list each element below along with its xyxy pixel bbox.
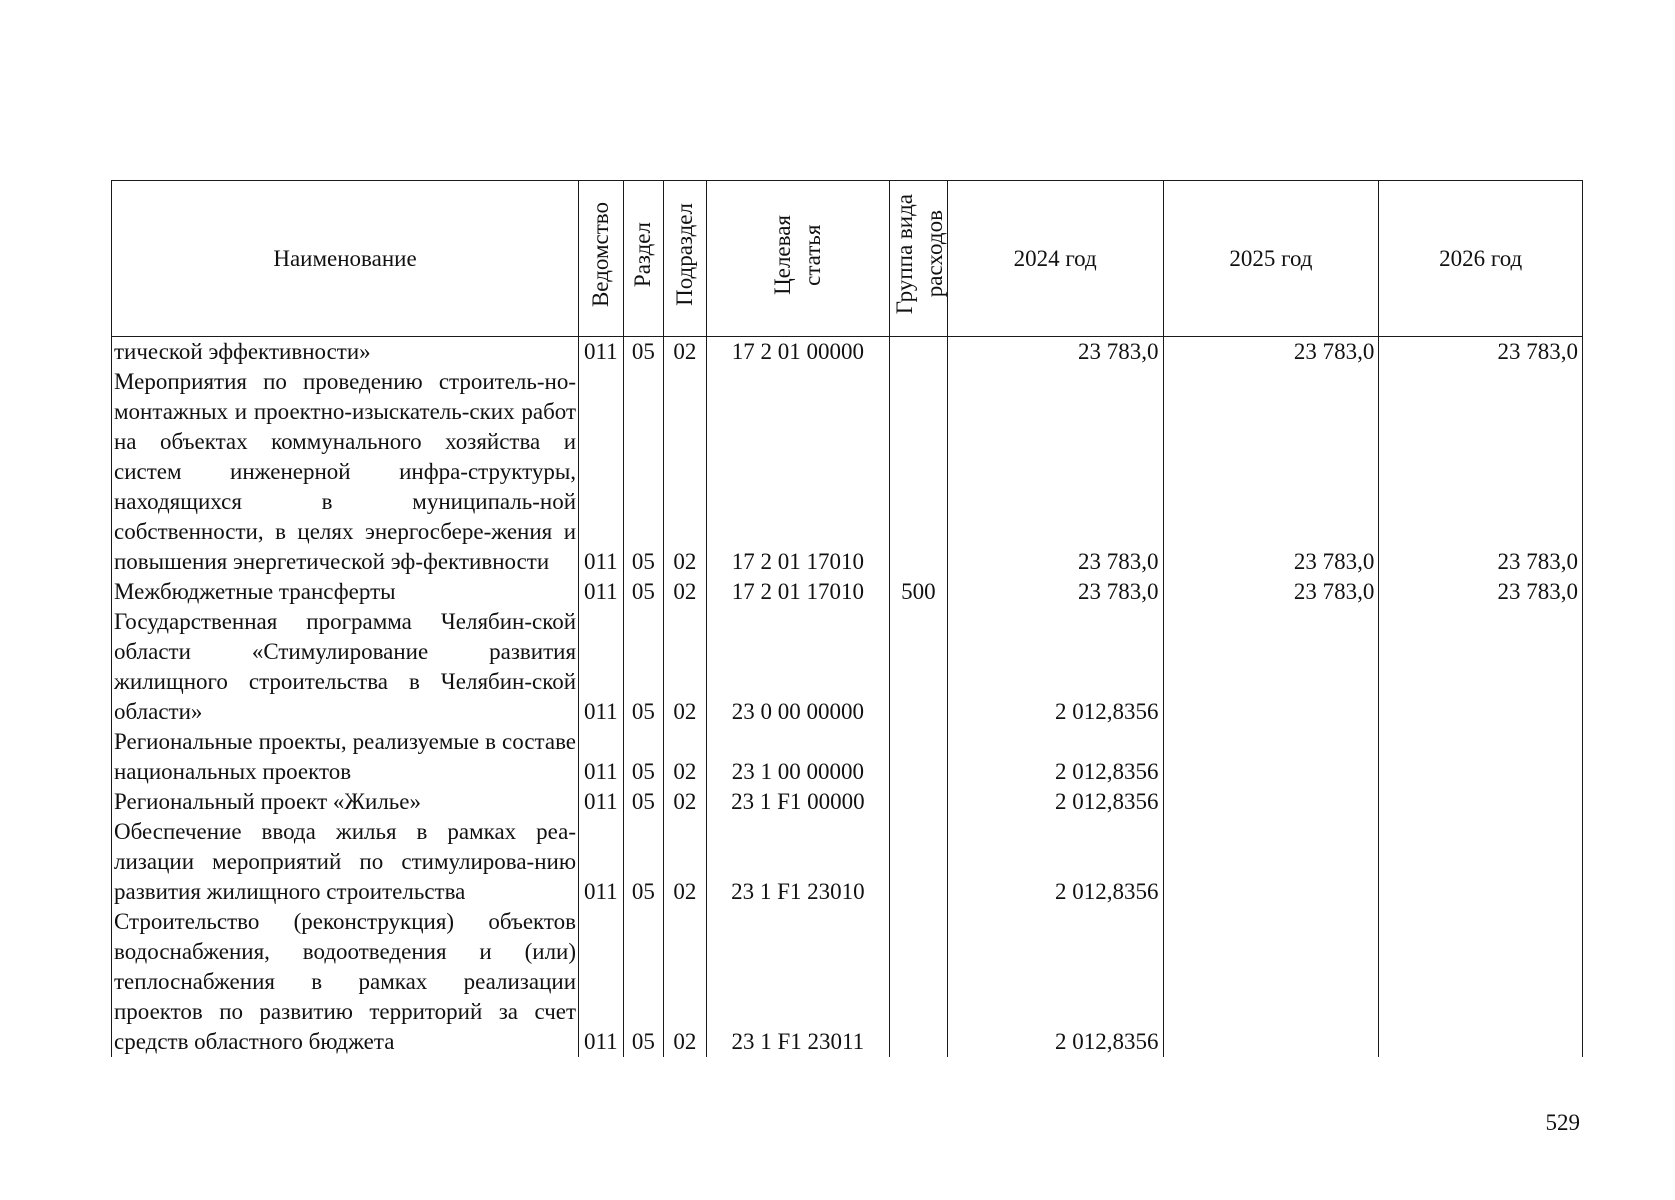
table-row (112, 727, 1583, 787)
header-celevaya-statya: Целевая статья (706, 181, 889, 337)
row-razdel: 05 (623, 787, 664, 817)
row-podrazdel: 02 (664, 607, 707, 727)
row-name: Региональный проект «Жилье» (112, 787, 579, 817)
row-celevaya-statya: 17 2 01 17010 (706, 577, 889, 607)
row-razdel: 05 (623, 607, 664, 727)
row-name: Региональные проекты, реализуемые в составе национальных проектов (112, 727, 579, 787)
row-vedomstvo: 011 (579, 367, 624, 577)
row-podrazdel: 02 (664, 577, 707, 607)
table-row (112, 907, 1583, 1057)
row-gruppa (890, 607, 948, 727)
row-podrazdel: 02 (664, 787, 707, 817)
row-vedomstvo: 011 (579, 787, 624, 817)
header-2024: 2024 год (947, 181, 1163, 337)
header-2025: 2025 год (1163, 181, 1379, 337)
row-2026: 23 783,0 (1379, 337, 1583, 368)
row-name: тической эффективности» (112, 337, 579, 368)
row-podrazdel: 02 (664, 337, 707, 368)
row-name: Строительство (реконструкция) объектов водоснабжения, водоотведения и (или) теплоснабжения в рамках реализации проектов по развитию территорий за счет средств областного бюджета (112, 907, 579, 1057)
row-razdel: 05 (623, 907, 664, 1057)
row-gruppa: 500 (890, 577, 948, 607)
row-celevaya-statya: 23 0 00 00000 (706, 607, 889, 727)
row-2025 (1163, 787, 1379, 817)
row-2024: 23 783,0 (947, 577, 1163, 607)
row-2026: 23 783,0 (1379, 367, 1583, 577)
row-celevaya-statya: 23 1 F1 00000 (706, 787, 889, 817)
row-podrazdel: 02 (664, 727, 707, 787)
row-gruppa (890, 787, 948, 817)
header-2026: 2026 год (1379, 181, 1583, 337)
row-celevaya-statya: 23 1 00 00000 (706, 727, 889, 787)
row-gruppa (890, 817, 948, 907)
budget-table (111, 180, 1583, 1057)
row-razdel: 05 (623, 817, 664, 907)
table-row (112, 337, 1583, 368)
row-vedomstvo: 011 (579, 607, 624, 727)
row-2024: 23 783,0 (947, 367, 1163, 577)
row-2025: 23 783,0 (1163, 367, 1379, 577)
row-name: Обеспечение ввода жилья в рамках реа-лизации мероприятий по стимулирова-нию развития жилищного строительства (112, 817, 579, 907)
row-2025 (1163, 727, 1379, 787)
row-2025 (1163, 607, 1379, 727)
row-2026 (1379, 817, 1583, 907)
row-2025 (1163, 907, 1379, 1057)
header-razdel: Раздел (623, 181, 664, 337)
row-gruppa (890, 907, 948, 1057)
row-2024: 2 012,8356 (947, 907, 1163, 1057)
row-celevaya-statya: 17 2 01 17010 (706, 367, 889, 577)
row-gruppa (890, 367, 948, 577)
row-celevaya-statya: 23 1 F1 23011 (706, 907, 889, 1057)
row-razdel: 05 (623, 577, 664, 607)
row-podrazdel: 02 (664, 817, 707, 907)
row-2026 (1379, 727, 1583, 787)
row-2026 (1379, 787, 1583, 817)
row-2025: 23 783,0 (1163, 577, 1379, 607)
row-razdel: 05 (623, 727, 664, 787)
row-2024: 2 012,8356 (947, 607, 1163, 727)
row-2024: 2 012,8356 (947, 787, 1163, 817)
page-number: 529 (1545, 1110, 1580, 1135)
row-name: Мероприятия по проведению строитель-но-монтажных и проектно-изыскатель-ских работ на объектах коммунального хозяйства и систем инженерной инфра-структуры, находящихся в муниципаль-ной собственности, в целях энергосбере-жения и повышения энергетической эф-фективности (112, 367, 579, 577)
row-name: Межбюджетные трансферты (112, 577, 579, 607)
row-2025: 23 783,0 (1163, 337, 1379, 368)
header-gruppa-vida-rashodov: Группа вида расходов (890, 181, 948, 337)
row-celevaya-statya: 23 1 F1 23010 (706, 817, 889, 907)
row-2024: 2 012,8356 (947, 727, 1163, 787)
row-podrazdel: 02 (664, 367, 707, 577)
table-row (112, 787, 1583, 817)
row-2026 (1379, 907, 1583, 1057)
header-name: Наименование (112, 181, 579, 337)
table-row (112, 817, 1583, 907)
row-razdel: 05 (623, 337, 664, 368)
header-podrazdel: Подраздел (664, 181, 707, 337)
row-vedomstvo: 011 (579, 577, 624, 607)
row-celevaya-statya: 17 2 01 00000 (706, 337, 889, 368)
table-row (112, 577, 1583, 607)
row-vedomstvo: 011 (579, 337, 624, 368)
row-name: Государственная программа Челябин-ской области «Стимулирование развития жилищного строительства в Челябин-ской области» (112, 607, 579, 727)
header-vedomstvo: Ведомство (579, 181, 624, 337)
row-2024: 23 783,0 (947, 337, 1163, 368)
row-vedomstvo: 011 (579, 817, 624, 907)
row-2024: 2 012,8356 (947, 817, 1163, 907)
table-header-row (112, 181, 1583, 337)
table-row (112, 367, 1583, 577)
row-2025 (1163, 817, 1379, 907)
row-podrazdel: 02 (664, 907, 707, 1057)
row-vedomstvo: 011 (579, 727, 624, 787)
row-2026: 23 783,0 (1379, 577, 1583, 607)
row-gruppa (890, 727, 948, 787)
row-gruppa (890, 337, 948, 368)
row-vedomstvo: 011 (579, 907, 624, 1057)
row-2026 (1379, 607, 1583, 727)
row-razdel: 05 (623, 367, 664, 577)
table-row (112, 607, 1583, 727)
